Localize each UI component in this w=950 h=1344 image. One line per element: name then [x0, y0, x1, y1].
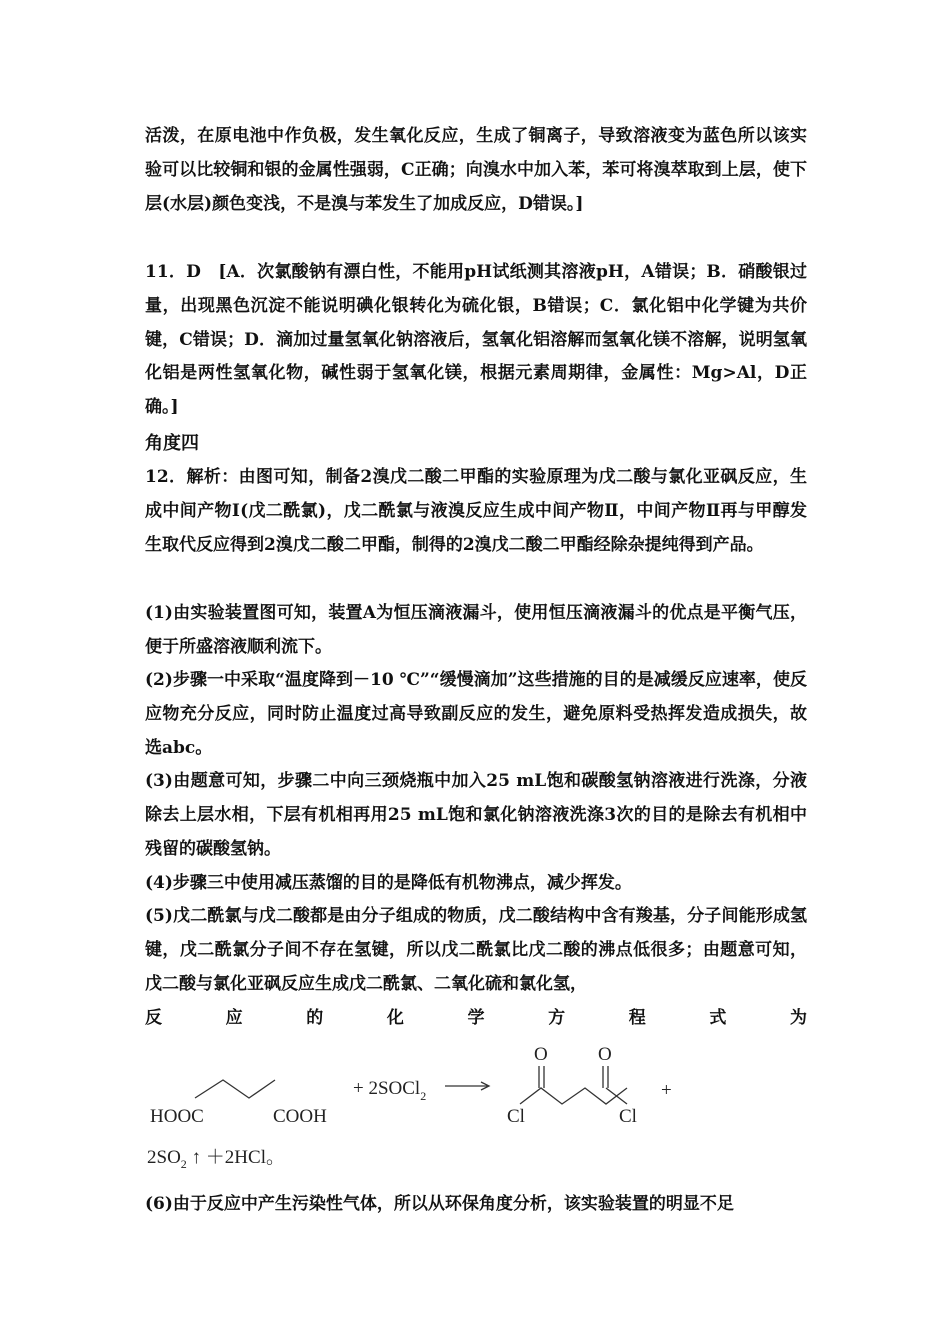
answer-12-part-3 — [145, 765, 807, 866]
spread-char: 式 — [709, 1008, 727, 1028]
chemical-equation — [145, 1040, 705, 1130]
oxygen-left: O — [534, 1044, 548, 1065]
spread-char: 的 — [306, 1008, 324, 1028]
spread-char: 程 — [628, 1008, 646, 1028]
so2-label: 2SO — [147, 1147, 181, 1168]
answer-12-part-4 — [145, 867, 807, 901]
answer-12-part-2 — [145, 664, 807, 765]
text-p9: (6)由于反应中产生污染性气体，所以从环保角度分析，该实验装置的明显不足 — [145, 1194, 734, 1214]
spread-char: 反 — [145, 1008, 162, 1028]
equation-continuation — [147, 1142, 285, 1172]
plus-sign: + — [661, 1080, 672, 1101]
chlorine-left: Cl — [507, 1106, 525, 1127]
answer-12-part-1 — [145, 597, 807, 665]
reagent-label — [353, 1078, 426, 1103]
spread-line — [145, 1002, 807, 1036]
oxygen-right: O — [598, 1044, 612, 1065]
paragraph-continuation — [145, 120, 807, 221]
spread-char: 化 — [386, 1008, 404, 1028]
answer-12-part-5 — [145, 900, 807, 1001]
glutaryl-chloride-chain — [520, 1088, 627, 1104]
text-p2: 11．D [A．次氯酸钠有漂白性，不能用pH试纸测其溶液pH，A错误；B．硝酸银过量，出现黑色沉淀不能说明碘化银转化为硫化银，B错误；C．氯化铝中化学键为共价键，C错误；D．滴加过量氢氧化钠溶液后，氢氧化铝溶解而氢氧化镁不溶解，说明氢氧化铝是两性氢氧化物，碱性弱于氢氧化镁，根据元素周期律，金属性：Mg>Al，D正确。] — [145, 262, 807, 418]
cooh-label: COOH — [273, 1106, 327, 1127]
spread-char: 方 — [548, 1008, 566, 1028]
chlorine-right: Cl — [619, 1106, 637, 1127]
text-p1: 活泼，在原电池中作负极，发生氧化反应，生成了铜离子，导致溶液变为蓝色所以该实验可以比较铜和银的金属性强弱，C正确；向溴水中加入苯，苯可将溴萃取到上层，使下层(水层)颜色变浅，不是溴与苯发生了加成反应，D错误。] — [145, 126, 807, 214]
reagent-coef: + 2SOCl — [353, 1078, 421, 1099]
reagent-sub: 2 — [420, 1089, 427, 1103]
text-p8: (5)戊二酰氯与戊二酸都是由分子组成的物质，戊二酸结构中含有羧基，分子间能形成氢键，戊二酰氯分子间不存在氢键，所以戊二酰氯比戊二酸的沸点低很多；由题意可知，戊二酸与氯化亚砜反应生成戊二酰氯、二氧化硫和氯化氢， — [145, 906, 807, 994]
heading-angle-four: 角度四 — [145, 433, 199, 454]
spread-char: 为 — [790, 1008, 807, 1028]
text-p7: (4)步骤三中使用减压蒸馏的目的是降低有机物沸点，减少挥发。 — [145, 873, 632, 893]
answer-12-part-6 — [145, 1188, 807, 1222]
text-p4: (1)由实验装置图可知，装置A为恒压滴液漏斗，使用恒压滴液漏斗的优点是平衡气压，便于所盛溶液顺利流下。 — [145, 603, 807, 657]
so2-sub: 2 — [180, 1156, 187, 1171]
text-p6: (3)由题意可知，步骤二中向三颈烧瓶中加入25 mL饱和碳酸氢钠溶液进行洗涤，分液除去上层水相，下层有机相再用25 mL饱和氯化钠溶液洗涤3次的目的是除去有机相中残留的碳酸氢钠。 — [145, 771, 807, 859]
equation-svg — [145, 1040, 705, 1130]
hooc-label: HOOC — [150, 1106, 204, 1127]
text-p5: (2)步骤一中采取“温度降到－10 ℃”“缓慢滴加”这些措施的目的是减缓反应速率，使反应物充分反应，同时防止温度过高导致副反应的发生，避免原料受热挥发造成损失，故选abc。 — [145, 670, 807, 758]
hcl-label: ↑ ＋2HCl。 — [191, 1147, 285, 1168]
glutaric-acid-chain — [195, 1080, 275, 1098]
spread-char: 应 — [225, 1008, 243, 1028]
section-heading — [145, 427, 807, 461]
answer-11 — [145, 256, 807, 425]
answer-12 — [145, 461, 807, 562]
spread-char: 学 — [467, 1008, 485, 1028]
text-p3: 12．解析：由图可知，制备2溴戊二酸二甲酯的实验原理为戊二酸与氯化亚砜反应，生成中间产物Ⅰ(戊二酰氯)，戊二酰氯与液溴反应生成中间产物Ⅱ，中间产物Ⅱ再与甲醇发生取代反应得到2溴戊二酸二甲酯，制得的2溴戊二酸二甲酯经除杂提纯得到产品。 — [145, 467, 807, 555]
